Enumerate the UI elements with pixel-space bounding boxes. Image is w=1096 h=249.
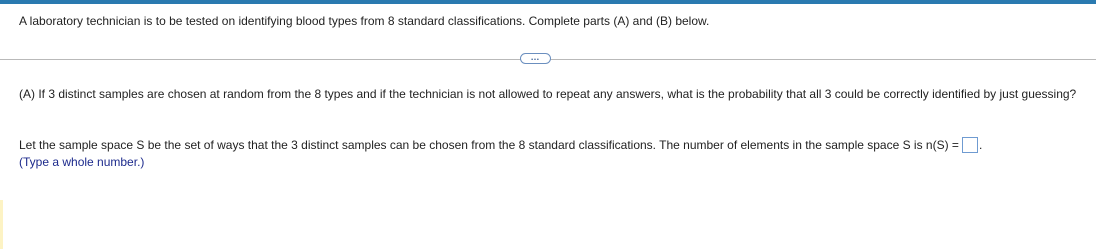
answer-input-box[interactable]	[962, 137, 978, 153]
ellipsis-icon: …	[530, 52, 541, 62]
answer-format-hint: (Type a whole number.)	[19, 155, 145, 169]
expand-more-button[interactable]	[520, 53, 551, 64]
sample-space-suffix: .	[978, 138, 983, 152]
problem-intro: A laboratory technician is to be tested on identifying blood types from 8 standard classifications. Complete parts (A) and (B) below.	[19, 14, 710, 28]
top-accent-bar	[0, 0, 1096, 4]
left-highlight-strip	[0, 200, 3, 249]
part-a-question: (A) If 3 distinct samples are chosen at random from the 8 types and if the technician is not allowed to repeat any answers, what is the probability that all 3 could be correctly identified by just guessing?	[19, 87, 1077, 101]
sample-space-line	[19, 137, 982, 153]
sample-space-text: Let the sample space S be the set of ways that the 3 distinct samples can be chosen from the 8 standard classifications. The number of elements in the sample space S is n(S) =	[19, 138, 959, 152]
